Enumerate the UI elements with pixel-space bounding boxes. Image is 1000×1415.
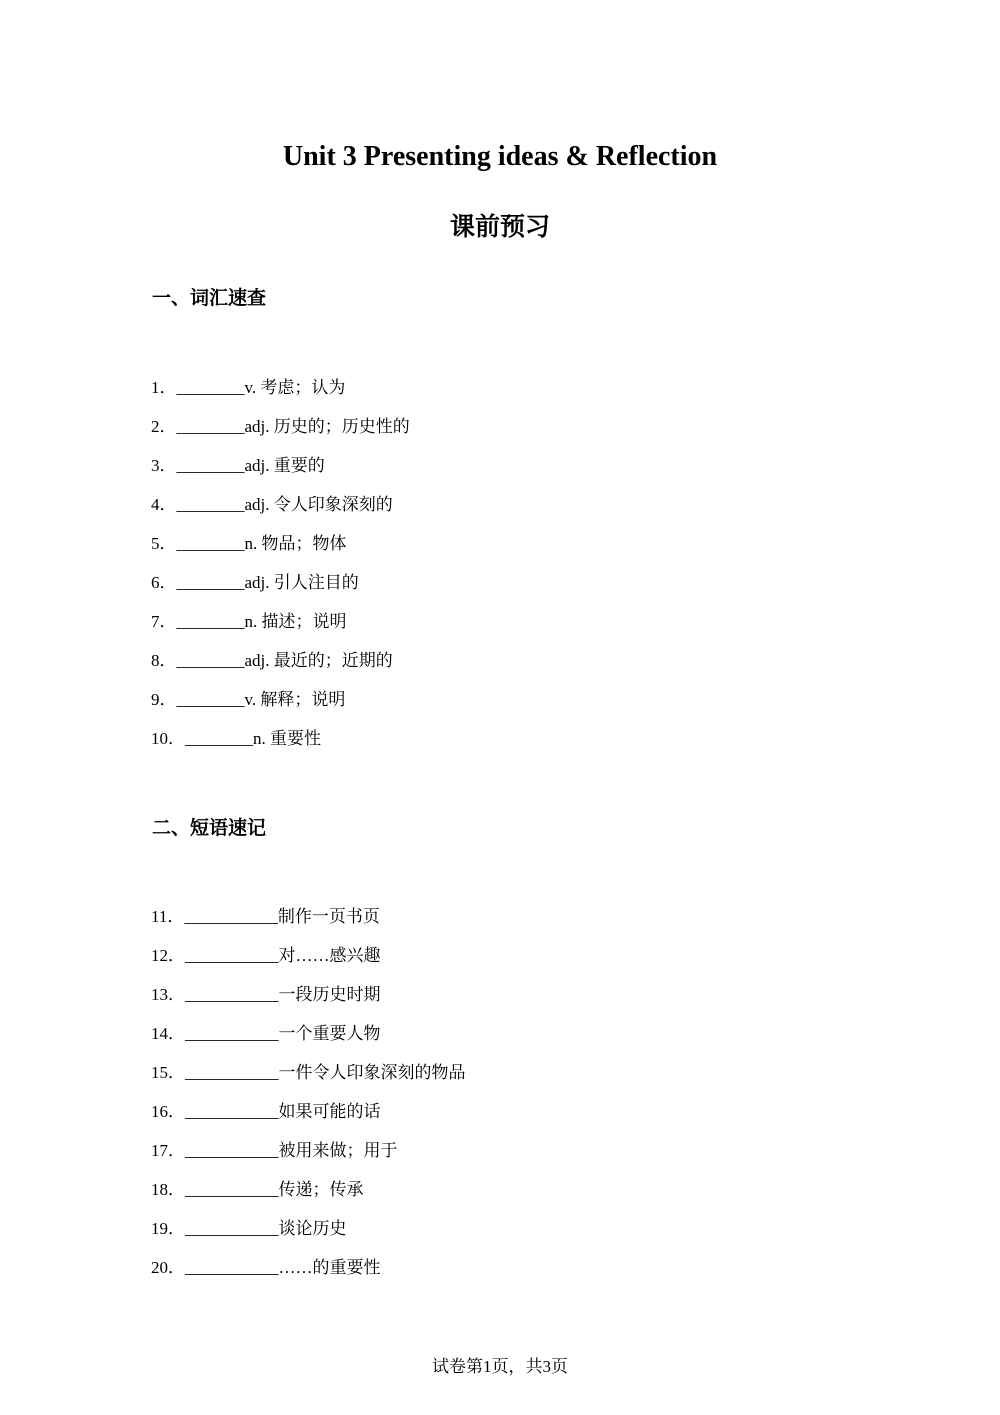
question-item <box>151 905 466 944</box>
question-item <box>151 493 410 532</box>
question-item <box>151 1139 466 1178</box>
question-text: 一件令人印象深刻的物品 <box>278 1063 466 1082</box>
question-text: adj. 历史的；历史性的 <box>244 417 410 436</box>
question-item <box>151 610 410 649</box>
question-text: n. 重要性 <box>253 729 321 748</box>
answer-blank: ___________ <box>184 907 278 926</box>
question-item <box>151 688 410 727</box>
question-text: n. 物品；物体 <box>244 534 347 553</box>
answer-blank: ________ <box>185 729 253 748</box>
answer-blank: ________ <box>176 495 245 514</box>
question-number: 16． <box>151 1102 185 1121</box>
question-number: 11． <box>151 907 185 926</box>
question-number: 2． <box>151 417 177 436</box>
answer-blank: ________ <box>176 378 245 397</box>
answer-blank: ___________ <box>185 1219 279 1238</box>
question-number: 9． <box>151 690 177 709</box>
question-number: 19． <box>151 1219 185 1238</box>
question-text: 传递；传承 <box>278 1180 364 1199</box>
question-number: 3． <box>151 456 177 475</box>
question-number: 14． <box>151 1024 185 1043</box>
question-text: ……的重要性 <box>278 1258 381 1277</box>
answer-blank: ___________ <box>185 1141 279 1160</box>
question-text: adj. 引人注目的 <box>244 573 359 592</box>
question-text: 一个重要人物 <box>278 1024 381 1043</box>
question-item <box>151 1178 466 1217</box>
question-item <box>151 1022 466 1061</box>
page-footer: 试卷第1页，共3页 <box>432 1357 568 1376</box>
answer-blank: ___________ <box>185 1024 279 1043</box>
question-item <box>151 454 410 493</box>
question-item <box>151 1061 466 1100</box>
question-number: 7． <box>151 612 177 631</box>
question-text: 被用来做；用于 <box>278 1141 398 1160</box>
section-1-heading: 一、词汇速查 <box>152 287 267 309</box>
section-2-heading: 二、短语速记 <box>152 817 267 839</box>
question-item <box>151 415 410 454</box>
question-text: 如果可能的话 <box>278 1102 381 1121</box>
question-number: 1． <box>151 378 177 397</box>
answer-blank: ________ <box>176 534 245 553</box>
question-text: 制作一页书页 <box>277 907 380 926</box>
answer-blank: ________ <box>176 612 245 631</box>
question-number: 8． <box>151 651 177 670</box>
question-number: 5． <box>151 534 177 553</box>
question-text: adj. 重要的 <box>244 456 325 475</box>
answer-blank: ________ <box>176 573 245 592</box>
question-item <box>151 1256 466 1295</box>
answer-blank: ___________ <box>185 1258 279 1277</box>
question-number: 6． <box>151 573 177 592</box>
answer-blank: ___________ <box>185 1180 279 1199</box>
answer-blank: ___________ <box>185 946 279 965</box>
question-text: 谈论历史 <box>278 1219 347 1238</box>
question-text: adj. 令人印象深刻的 <box>244 495 393 514</box>
question-text: 对……感兴趣 <box>278 946 381 965</box>
question-item <box>151 376 410 415</box>
question-number: 10． <box>151 729 185 748</box>
question-item <box>151 983 466 1022</box>
question-item <box>151 727 410 766</box>
question-number: 17． <box>151 1141 185 1160</box>
question-item <box>151 532 410 571</box>
answer-blank: ___________ <box>185 985 279 1004</box>
question-text: n. 描述；说明 <box>244 612 347 631</box>
question-item <box>151 1100 466 1139</box>
vocabulary-list <box>151 376 410 766</box>
question-item <box>151 571 410 610</box>
question-number: 12． <box>151 946 185 965</box>
question-text: 一段历史时期 <box>278 985 381 1004</box>
question-text: adj. 最近的；近期的 <box>244 651 393 670</box>
phrase-list <box>151 905 466 1295</box>
answer-blank: ________ <box>176 651 245 670</box>
question-number: 15． <box>151 1063 185 1082</box>
page-subtitle: 课前预习 <box>449 212 550 241</box>
question-item <box>151 1217 466 1256</box>
page-title: Unit 3 Presenting ideas & Reflection <box>282 141 718 172</box>
answer-blank: ________ <box>176 456 245 475</box>
answer-blank: ___________ <box>185 1063 279 1082</box>
question-number: 18． <box>151 1180 185 1199</box>
answer-blank: ________ <box>176 417 245 436</box>
question-number: 13． <box>151 985 185 1004</box>
question-text: v. 考虑；认为 <box>244 378 346 397</box>
question-text: v. 解释；说明 <box>244 690 346 709</box>
question-item <box>151 944 466 983</box>
answer-blank: ___________ <box>185 1102 279 1121</box>
question-number: 20． <box>151 1258 185 1277</box>
question-number: 4． <box>151 495 177 514</box>
answer-blank: ________ <box>176 690 245 709</box>
question-item <box>151 649 410 688</box>
